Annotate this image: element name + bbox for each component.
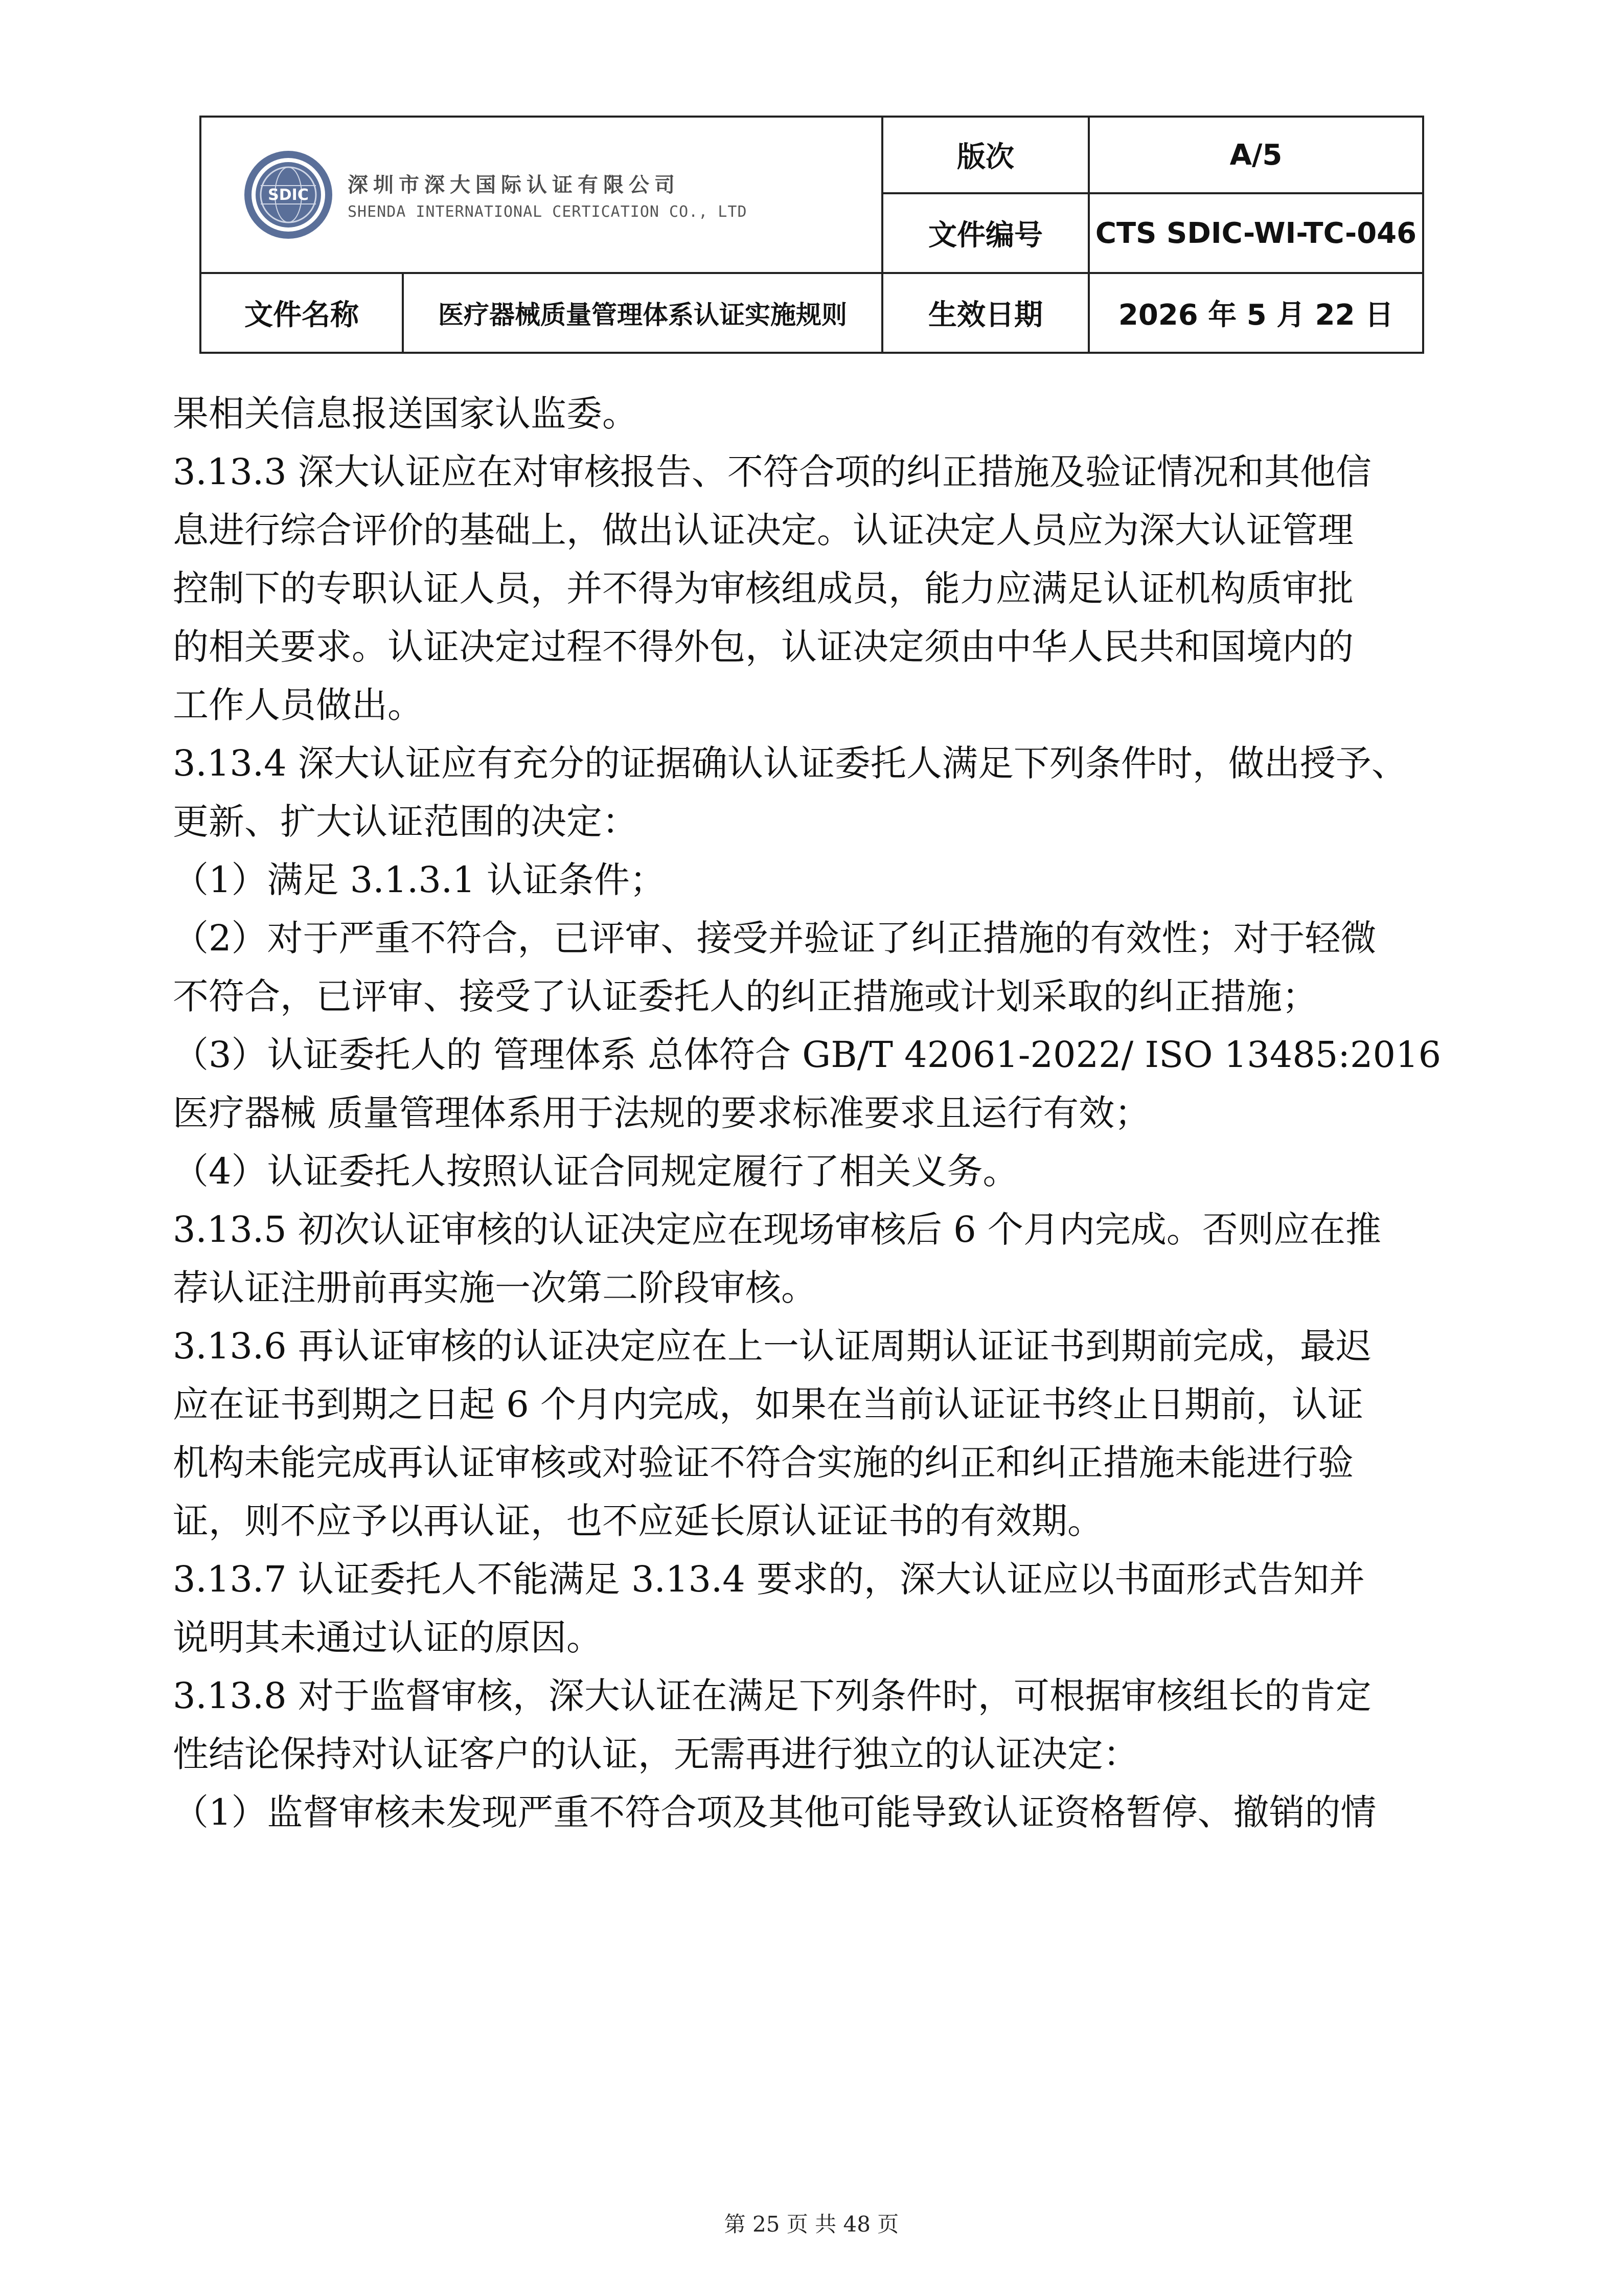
doc-name-label: 文件名称: [200, 273, 403, 353]
company-name-en: SHENDA INTERNATIONAL CERTICATION CO., LTD: [348, 203, 747, 221]
company-name-cn: 深圳市深大国际认证有限公司: [348, 173, 680, 197]
body-line: 医疗器械 质量管理体系用于法规的要求标准要求且运行有效；: [173, 1092, 1151, 1134]
version-value: A/5: [1089, 117, 1423, 193]
body-line: 3.13.8 对于监督审核，深大认证在满足下列条件时，可根据审核组长的肯定: [173, 1675, 1371, 1717]
company-logo-cell: [200, 117, 882, 273]
body-line: （1）监督审核未发现严重不符合项及其他可能导致认证资格暂停、撤销的情: [173, 1791, 1377, 1833]
body-line: 说明其未通过认证的原因。: [173, 1617, 602, 1658]
body-line: 应在证书到期之日起 6 个月内完成，如果在当前认证证书终止日期前，认证: [173, 1383, 1364, 1425]
body-line: 3.13.7 认证委托人不能满足 3.13.4 要求的，深大认证应以书面形式告知并: [173, 1558, 1365, 1600]
body-line: 3.13.5 初次认证审核的认证决定应在现场审核后 6 个月内完成。否则应在推: [173, 1209, 1381, 1251]
body-line: 3.13.4 深大认证应有充分的证据确认认证委托人满足下列条件时，做出授予、: [173, 742, 1407, 784]
page-number-footer: 第 25 页 共 48 页: [724, 2212, 899, 2237]
body-line: 息进行综合评价的基础上，做出认证决定。认证决定人员应为深大认证管理: [173, 509, 1354, 551]
body-line: 果相关信息报送国家认监委。: [173, 393, 638, 435]
effective-date-label: 生效日期: [882, 273, 1089, 353]
company-seal-logo: [242, 149, 334, 241]
document-body: [173, 384, 1451, 1842]
effective-date-value: 2026 年 5 月 22 日: [1089, 273, 1423, 353]
body-line: 的相关要求。认证决定过程不得外包，认证决定须由中华人民共和国境内的: [173, 626, 1354, 668]
doc-number-value: CTS SDIC-WI-TC-046: [1089, 193, 1423, 273]
doc-number-label: 文件编号: [882, 193, 1089, 273]
body-line: 控制下的专职认证人员，并不得为审核组成员，能力应满足认证机构质审批: [173, 567, 1354, 609]
body-line: 机构未能完成再认证审核或对验证不符合实施的纠正和纠正措施未能进行验: [173, 1442, 1354, 1484]
body-line: 性结论保持对认证客户的认证，无需再进行独立的认证决定：: [173, 1733, 1139, 1775]
body-line: 荐认证注册前再实施一次第二阶段审核。: [173, 1267, 817, 1309]
body-line: 3.13.6 再认证审核的认证决定应在上一认证周期认证证书到期前完成，最迟: [173, 1325, 1371, 1367]
body-line: 更新、扩大认证范围的决定：: [173, 801, 638, 843]
body-line: 3.13.3 深大认证应在对审核报告、不符合项的纠正措施及验证情况和其他信: [173, 451, 1371, 493]
body-line: （1）满足 3.1.3.1 认证条件；: [173, 859, 666, 901]
body-line: 证，则不应予以再认证，也不应延长原认证证书的有效期。: [173, 1500, 1103, 1542]
body-line: 不符合，已评审、接受了认证委托人的纠正措施或计划采取的纠正措施；: [173, 975, 1318, 1017]
body-line: （3）认证委托人的 管理体系 总体符合 GB/T 42061-2022/ ISO 13485:2016: [173, 1034, 1442, 1076]
body-line: （4）认证委托人按照认证合同规定履行了相关义务。: [173, 1150, 1019, 1192]
seal-label: SDIC: [268, 186, 309, 204]
body-line: 工作人员做出。: [173, 684, 423, 726]
document-header-table: [199, 116, 1424, 354]
body-line: （2）对于严重不符合，已评审、接受并验证了纠正措施的有效性；对于轻微: [173, 917, 1377, 959]
version-label: 版次: [882, 117, 1089, 193]
doc-name-value: 医疗器械质量管理体系认证实施规则: [403, 273, 882, 353]
